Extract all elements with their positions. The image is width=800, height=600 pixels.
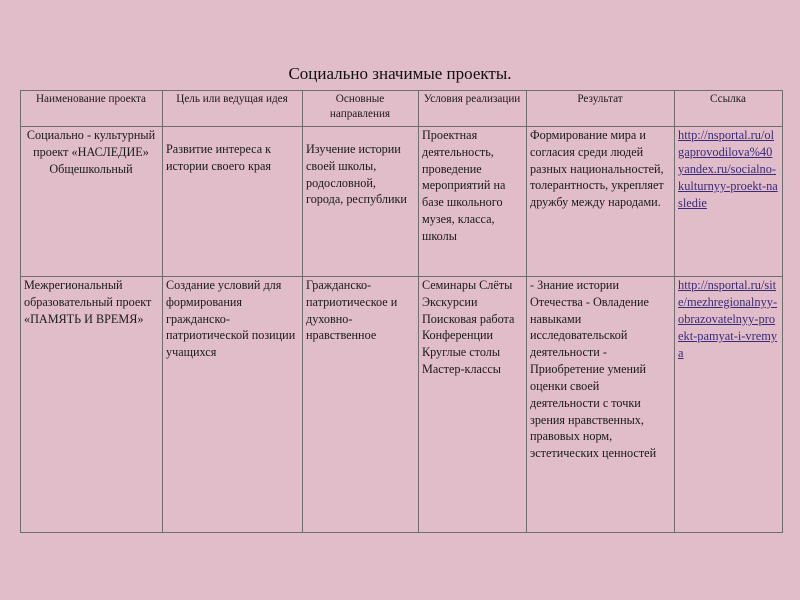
header-directions: Основные направления [303, 91, 419, 127]
project-result-cell: - Знание истории Отечества - Овладение навыками исследовательской деятельности - Приобретение умений оценки своей деятельности с точки зрения нравственных, правовых норм, эстетических ценностей [527, 277, 675, 533]
project-name-cell: Социально - культурный проект «НАСЛЕДИЕ» Общешкольный [21, 127, 163, 277]
header-name: Наименование проекта [21, 91, 163, 127]
page-title: Социально значимые проекты. [288, 64, 512, 83]
project-conditions-cell: Проектная деятельность, проведение мероприятий на базе школьного музея, класса, школы [419, 127, 527, 277]
table-row [21, 127, 783, 277]
project-link-cell [675, 127, 783, 277]
project-name-cell: Межрегиональный образовательный проект «ПАМЯТЬ И ВРЕМЯ» [21, 277, 163, 533]
project-goal-text: Развитие интереса к истории своего края [166, 142, 272, 173]
project-link[interactable]: http://nsportal.ru/site/mezhregionalnyy-obrazovatelnyy-proekt-pamyat-i-vremya [678, 278, 778, 361]
project-directions-cell [303, 127, 419, 277]
header-conditions: Условия реализации [419, 91, 527, 127]
project-directions-cell: Гражданско-патриотическое и духовно-нравственное [303, 277, 419, 533]
project-conditions-cell: Семинары Слёты Экскурсии Поисковая работа Конференции Круглые столы Мастер-классы [419, 277, 527, 533]
header-goal: Цель или ведущая идея [163, 91, 303, 127]
project-goal-cell [163, 127, 303, 277]
project-result-cell: Формирование мира и согласия среди людей разных национальностей, толерантность, укрепляет дружбу между народами. [527, 127, 675, 277]
table-row [21, 277, 783, 533]
project-link[interactable]: http://nsportal.ru/olgaprovodilova%40yandex.ru/socialno-kulturnyy-proekt-nasledie [678, 128, 778, 211]
header-link: Ссылка [675, 91, 783, 127]
project-goal-cell: Создание условий для формирования гражданско-патриотической позиции учащихся [163, 277, 303, 533]
table-header-row [21, 91, 783, 127]
project-directions-text: Изучение истории своей школы, родословной, города, республики [306, 142, 407, 207]
project-link-cell [675, 277, 783, 533]
projects-table [20, 90, 783, 533]
header-result: Результат [527, 91, 675, 127]
